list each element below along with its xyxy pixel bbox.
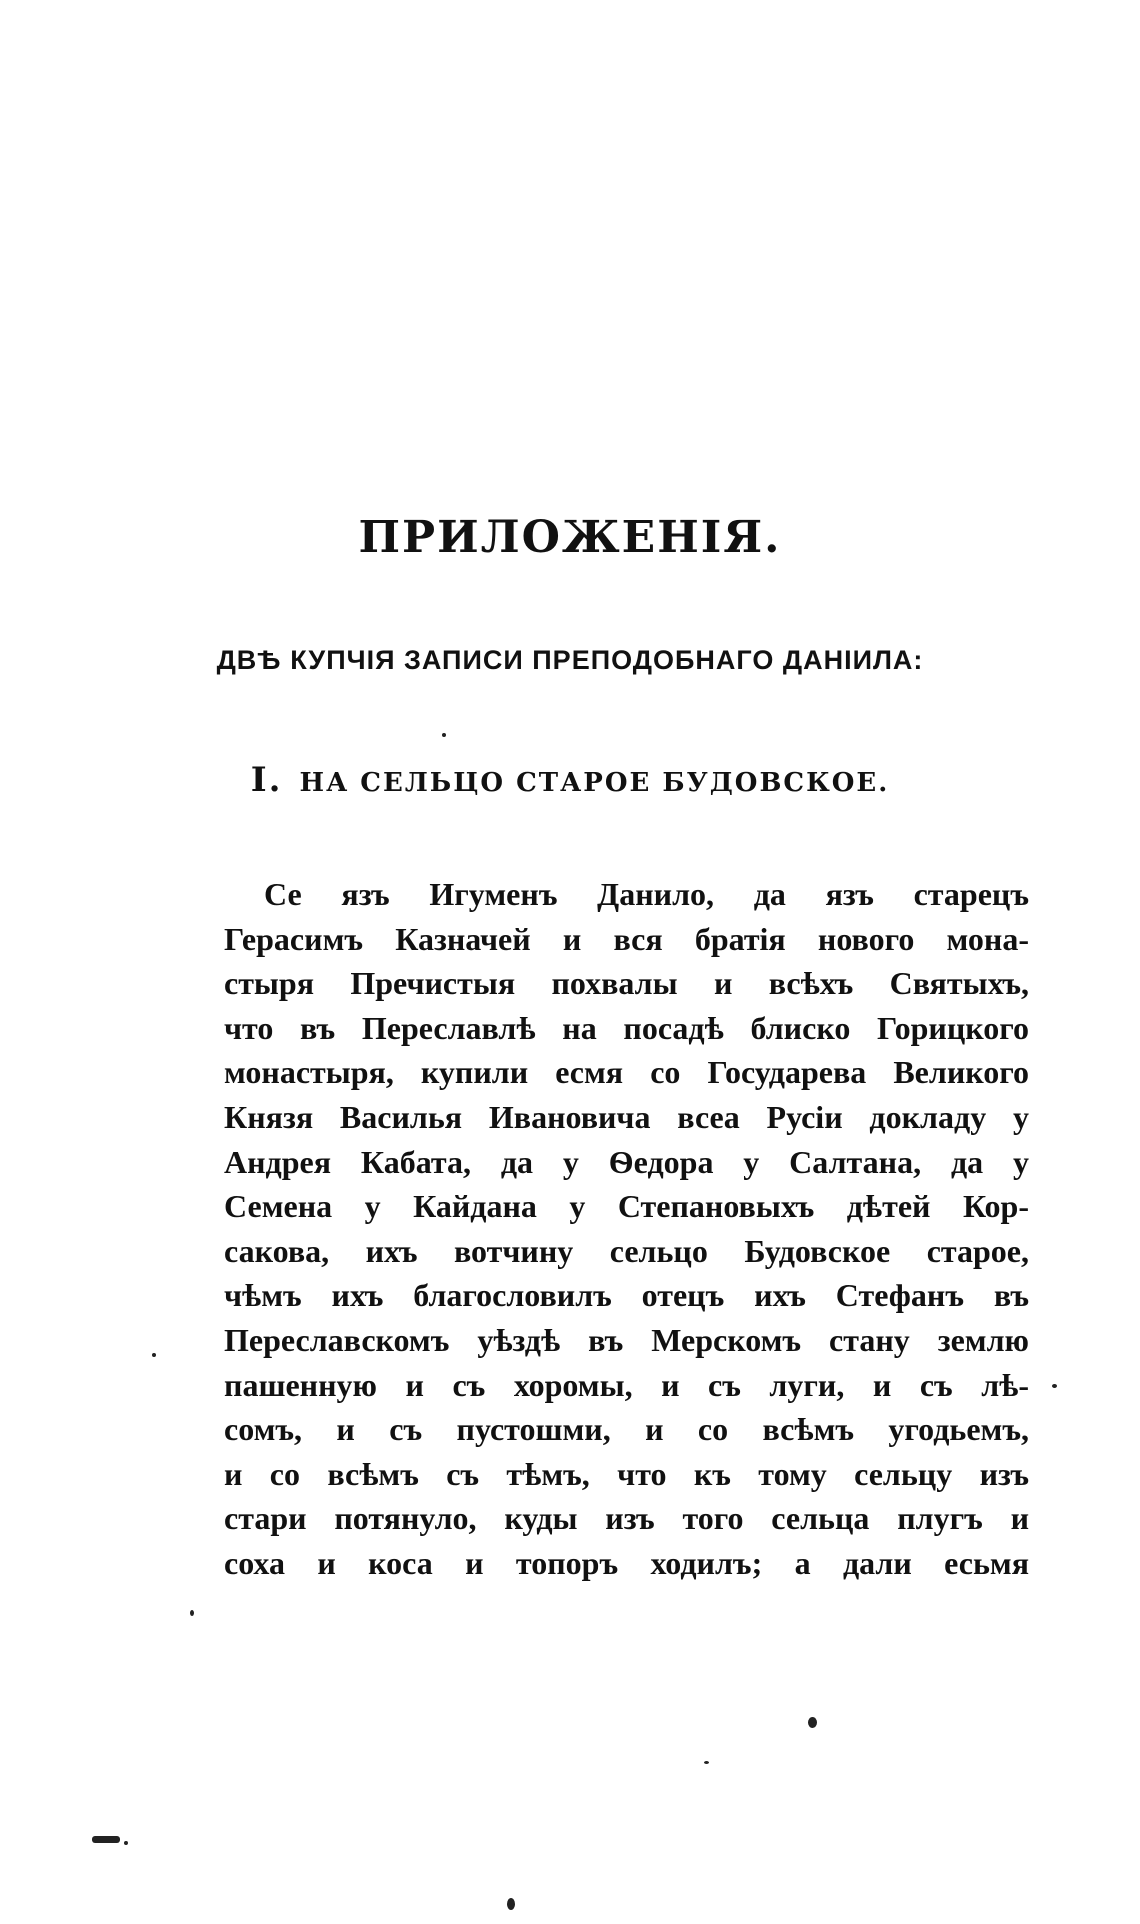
body-line: Переславскомъ уѣздѣ въ Мерскомъ стану землю: [224, 1321, 1029, 1358]
appendix-title: ПРИЛОЖЕНІЯ.: [358, 512, 782, 563]
scan-speck: [442, 733, 446, 737]
body-line: монастыря, купили есмя со Государева Великого: [224, 1054, 1029, 1091]
scan-speck: [507, 1898, 515, 1910]
section-number: I.: [250, 760, 283, 800]
body-line: что въ Переславлѣ на посадѣ блиско Горицкого: [224, 1009, 1029, 1046]
body-line: чѣмъ ихъ благословилъ отецъ ихъ Стефанъ въ: [224, 1277, 1029, 1314]
body-paragraph: [224, 872, 1029, 1586]
body-line: соха и коса и топоръ ходилъ; а дали есьмя: [224, 1544, 1029, 1581]
body-line: Се язъ Игуменъ Данило, да язъ старецъ: [264, 876, 1029, 912]
body-line: Князя Василья Ивановича всеа Русіи докладу у: [224, 1098, 1029, 1135]
scan-speck: [190, 1610, 194, 1616]
scan-speck: [1052, 1384, 1057, 1388]
body-line: Семена у Кайдана у Степановыхъ дѣтей Кор-: [224, 1188, 1029, 1225]
body-line: стыря Пречистыя похвалы и всѣхъ Святыхъ,: [224, 965, 1029, 1002]
scan-speck: [92, 1836, 120, 1843]
body-line: Андрея Кабата, да у Ѳедора у Салтана, да у: [224, 1143, 1029, 1180]
body-line: Герасимъ Казначей и вся братія нового мона-: [224, 920, 1029, 957]
section-title: НА СЕЛЬЦО СТАРОЕ БУДОВСКОЕ.: [299, 768, 890, 798]
body-line: сакова, ихъ вотчину сельцо Будовское старое,: [224, 1232, 1029, 1269]
body-line: и со всѣмъ съ тѣмъ, что къ тому сельцу изъ: [224, 1455, 1029, 1492]
scan-speck: [124, 1841, 128, 1845]
body-line: пашенную и съ хоромы, и съ луги, и съ лѣ-: [224, 1366, 1029, 1403]
body-line: стари потянуло, куды изъ того сельца плугъ и: [224, 1500, 1029, 1537]
body-line: сомъ, и съ пустошми, и со всѣмъ угодьемъ,: [224, 1411, 1029, 1448]
section-heading: [0, 760, 1140, 803]
appendix-subtitle: ДВѢ КУПЧІЯ ЗАПИСИ ПРЕПОДОБНАГО ДАНІИЛА:: [216, 645, 924, 675]
scan-speck: [808, 1717, 817, 1728]
scan-speck: [152, 1353, 156, 1357]
scan-speck: [704, 1761, 709, 1764]
